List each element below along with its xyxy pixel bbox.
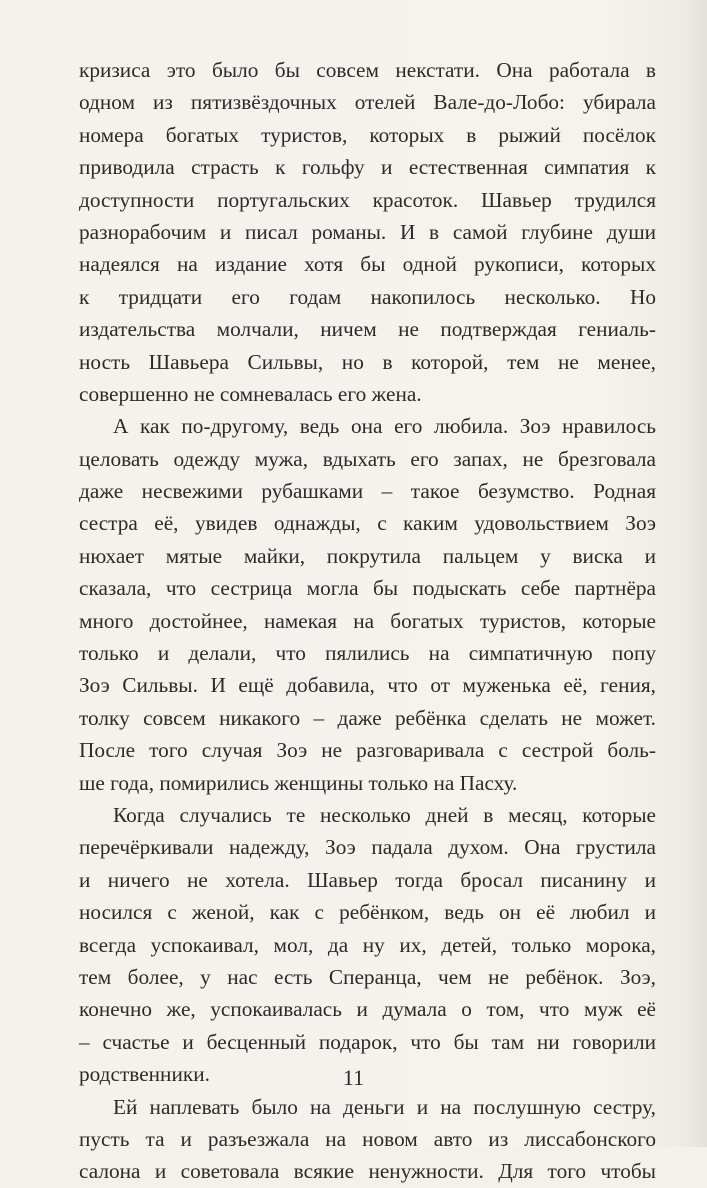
text-line: толку совсем никакого – даже ребёнка сделать не может. [79, 705, 656, 730]
text-line: много достойнее, намекая на богатых туристов, которые [79, 608, 656, 633]
text-line: одном из пятизвёздочных отелей Вале-до-Лобо: убирала [79, 90, 656, 115]
text-line: целовать одежду мужа, вдыхать его запах, не брезговала [79, 446, 656, 471]
text-line: кризиса это было бы совсем некстати. Она работала в [79, 58, 656, 82]
text-line: ность Шавьера Сильвы, но в которой, тем не менее, [79, 349, 656, 374]
text-line: разнорабочим и писал романы. И в самой глубине души [79, 219, 656, 244]
text-line: салона и советовала всякие ненужности. Для того чтобы [79, 1159, 656, 1184]
text-line: издательства молчали, ничем не подтверждая гениаль- [79, 317, 656, 342]
paragraph-4 [79, 1091, 656, 1188]
text-line: нюхает мятые майки, покрутила пальцем у виска и [79, 543, 656, 568]
text-line: даже несвежими рубашками – такое безумство. Родная [79, 479, 656, 504]
text-line: Ей наплевать было на деньги и на послушную сестру, [113, 1094, 656, 1119]
page-number: 11 [342, 1065, 365, 1090]
text-line: сестра её, увидев однажды, с каким удовольствием Зоэ [79, 511, 656, 536]
text-line: всегда успокаивал, мол, да ну их, детей, только морока, [79, 932, 656, 957]
text-line: конечно же, успокаивалась и думала о том, что муж её [79, 997, 656, 1022]
text-line: и ничего не хотела. Шавьер тогда бросал писанину и [79, 867, 656, 892]
text-line: После того случая Зоэ не разговаривала с сестрой боль- [79, 738, 656, 763]
text-line: доступности португальских красоток. Шавьер трудился [79, 187, 656, 212]
paragraph-3 [79, 799, 656, 1091]
text-line: – счастье и бесценный подарок, что бы там ни говорили [79, 1029, 656, 1054]
text-line: только и делали, что пялились на симпатичную попу [79, 641, 656, 666]
text-line: А как по-другому, ведь она его любила. Зоэ нравилось [113, 414, 656, 439]
text-line: сказала, что сестрица могла бы подыскать себе партнёра [79, 576, 656, 601]
text-line: надеялся на издание хотя бы одной рукописи, которых [79, 252, 656, 277]
text-line: приводила страсть к гольфу и естественная симпатия к [79, 155, 656, 180]
text-line: тем более, у нас есть Сперанца, чем не ребёнок. Зоэ, [79, 964, 656, 989]
text-line: перечёркивали надежду, Зоэ падала духом. Она грустила [79, 835, 656, 860]
text-line: ше года, помирились женщины только на Пасху. [79, 770, 518, 795]
paragraph-2 [79, 410, 656, 799]
paragraph-1 [79, 54, 656, 410]
text-line: Когда случались те несколько дней в месяц, которые [113, 802, 656, 827]
text-line: пусть та и разъезжала на новом авто из лиссабонского [79, 1126, 656, 1151]
text-line: номера богатых туристов, которых в рыжий посёлок [79, 122, 656, 147]
body-text [79, 54, 656, 1188]
text-line: носился с женой, как с ребёнком, ведь он её любил и [79, 900, 656, 925]
text-line: Зоэ Сильвы. И ещё добавила, что от муженька её, гения, [79, 673, 656, 698]
text-line: совершенно не сомневалась его жена. [79, 381, 422, 406]
text-line: к тридцати его годам накопилось несколько. Но [79, 284, 656, 309]
text-line: родственники. [79, 1062, 210, 1087]
